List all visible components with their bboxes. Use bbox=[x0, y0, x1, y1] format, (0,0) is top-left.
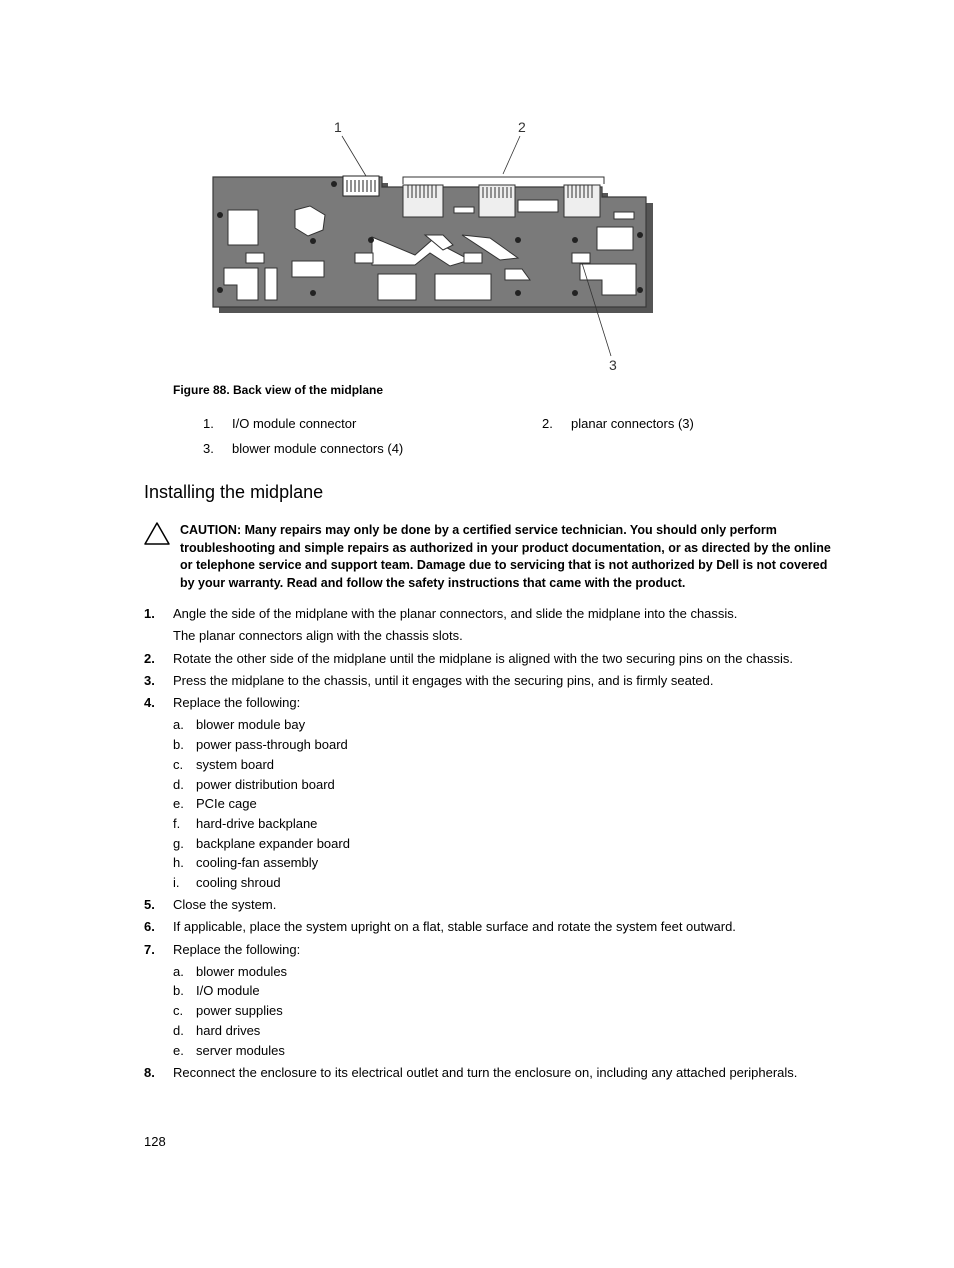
blower-connector-3 bbox=[464, 253, 482, 263]
sub-text: power pass-through board bbox=[196, 737, 348, 752]
step-text: Angle the side of the midplane with the planar connectors, and slide the midplane into the chassis. bbox=[173, 606, 738, 621]
caution-icon bbox=[143, 521, 171, 547]
blower-connector-1 bbox=[246, 253, 264, 263]
step-number: 1. bbox=[144, 606, 155, 621]
sub-letter: c. bbox=[173, 757, 184, 772]
sub-text: server modules bbox=[196, 1043, 285, 1058]
sub-letter: i. bbox=[173, 875, 180, 890]
step-note: The planar connectors align with the chassis slots. bbox=[173, 628, 463, 643]
sub-letter: d. bbox=[173, 777, 184, 792]
sub-letter: b. bbox=[173, 983, 184, 998]
step-text: Close the system. bbox=[173, 897, 277, 912]
section-heading: Installing the midplane bbox=[144, 482, 324, 502]
step-text: Replace the following: bbox=[173, 942, 301, 957]
callout-2: 2 bbox=[518, 119, 526, 135]
legend-text: I/O module connector bbox=[232, 416, 357, 431]
figure-caption: Figure 88. Back view of the midplane bbox=[173, 383, 384, 397]
step-text: If applicable, place the system upright on a flat, stable surface and rotate the system feet outward. bbox=[173, 919, 736, 934]
sub-letter: g. bbox=[173, 836, 184, 851]
sub-letter: f. bbox=[173, 816, 181, 831]
callout-1: 1 bbox=[334, 119, 342, 135]
sub-text: backplane expander board bbox=[196, 836, 350, 851]
planar-connector-left bbox=[403, 185, 443, 217]
midplane-back-view-figure bbox=[200, 110, 660, 375]
sub-text: system board bbox=[196, 757, 275, 772]
callout-3: 3 bbox=[609, 357, 617, 373]
sub-letter: h. bbox=[173, 855, 184, 870]
sub-letter: d. bbox=[173, 1023, 184, 1038]
sub-text: blower module bay bbox=[196, 717, 306, 732]
sub-text: blower modules bbox=[196, 964, 288, 979]
blower-connector-4 bbox=[572, 253, 590, 263]
sub-text: cooling-fan assembly bbox=[196, 855, 319, 870]
sub-text: power supplies bbox=[196, 1003, 283, 1018]
planar-connector-middle bbox=[479, 185, 515, 217]
sub-letter: c. bbox=[173, 1003, 184, 1018]
sub-text: hard drives bbox=[196, 1023, 261, 1038]
legend-number: 2. bbox=[542, 416, 553, 431]
planar-connector-right bbox=[564, 185, 600, 217]
step-number: 4. bbox=[144, 695, 155, 710]
step-number: 3. bbox=[144, 673, 155, 688]
sub-letter: e. bbox=[173, 796, 184, 811]
blower-connector-2 bbox=[355, 253, 373, 263]
step-number: 6. bbox=[144, 919, 155, 934]
step-text: Rotate the other side of the midplane until the midplane is aligned with the two securing pins on the chassis. bbox=[173, 651, 794, 666]
legend-text: planar connectors (3) bbox=[571, 416, 694, 431]
legend-text: blower module connectors (4) bbox=[232, 441, 404, 456]
step-number: 5. bbox=[144, 897, 155, 912]
sub-letter: a. bbox=[173, 964, 184, 979]
step-number: 7. bbox=[144, 942, 155, 957]
sub-letter: b. bbox=[173, 737, 184, 752]
caution-text: CAUTION: Many repairs may only be done by a certified service technician. You should only perform troubleshooting and simple repairs as authorized in your product documentation, or as directed by the online or telephone service and support team. Damage due to servicing that is not authorized by Dell is not covered by your warranty. Read and follow the safety instructions that came with the product. bbox=[180, 523, 831, 590]
sub-text: power distribution board bbox=[196, 777, 335, 792]
step-number: 2. bbox=[144, 651, 155, 666]
sub-text: PCIe cage bbox=[196, 796, 257, 811]
sub-text: cooling shroud bbox=[196, 875, 281, 890]
io-module-connector bbox=[343, 176, 379, 196]
sub-text: hard-drive backplane bbox=[196, 816, 318, 831]
step-number: 8. bbox=[144, 1065, 155, 1080]
page-number: 128 bbox=[144, 1134, 166, 1149]
legend-number: 1. bbox=[203, 416, 214, 431]
legend-number: 3. bbox=[203, 441, 214, 456]
step-text: Reconnect the enclosure to its electrical outlet and turn the enclosure on, including any attached peripherals. bbox=[173, 1065, 798, 1080]
sub-text: I/O module bbox=[196, 983, 260, 998]
step-text: Press the midplane to the chassis, until it engages with the securing pins, and is firmly seated. bbox=[173, 673, 714, 688]
step-text: Replace the following: bbox=[173, 695, 301, 710]
sub-letter: a. bbox=[173, 717, 184, 732]
sub-letter: e. bbox=[173, 1043, 184, 1058]
